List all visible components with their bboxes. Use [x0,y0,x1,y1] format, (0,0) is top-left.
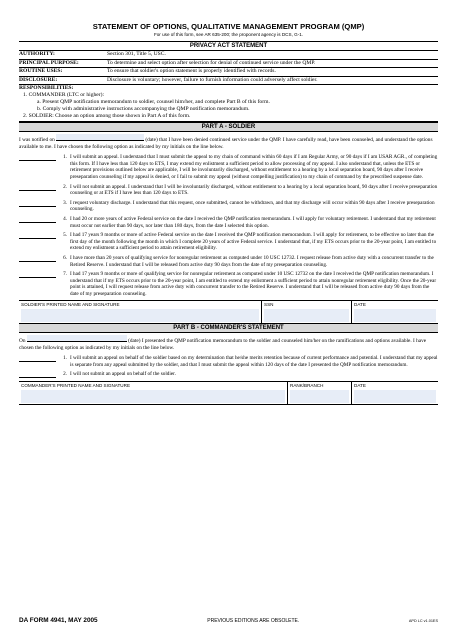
soldier-ssn-box[interactable] [261,301,351,323]
commander-date-label: DATE [354,383,366,389]
initials-field[interactable] [19,200,59,213]
part-a-option-6 [19,255,438,268]
privacy-value: Disclosure is voluntary; however, failure to furnish information could adversely affect soldier. [107,76,318,83]
initials-field[interactable] [19,154,59,180]
part-a-intro [19,134,438,151]
initials-field[interactable] [19,371,59,378]
soldier-name-field[interactable] [21,309,259,322]
previous-editions-note: PREVIOUS EDITIONS ARE OBSOLETE. [207,618,300,624]
option-number: 2. [63,183,67,190]
option-text: I have more than 20 years of qualifying service for nonregular retirement as computed under 10 USC 12732. I request release from active duty with a concurrent transfer to the Retired Reserve. I understand that I will be released from active duty 90 days from the date of my preseparation counseling. [70,254,434,268]
soldier-name-label: SOLDIER'S PRINTED NAME AND SIGNATURE [21,302,120,308]
part-b-option-2 [19,371,438,378]
soldier-date-box[interactable] [351,301,438,323]
privacy-label: DISCLOSURE: [19,76,58,83]
part-a-intro-start: I was notified on [19,137,55,144]
option-text: I will not submit an appeal. I understand that I will be involuntarily discharged, without entitlement to a hearing by a local separation board, 90 days after I receive preseparation counseling or at ETS if I have less than 120 days to ETS. [70,183,438,197]
rank-branch-field[interactable] [290,390,349,403]
part-a-option-1 [19,154,438,180]
form-id: DA FORM 4941, MAY 2005 [19,617,98,624]
rank-branch-box[interactable] [287,382,351,404]
soldier-date-field[interactable] [354,309,436,322]
notified-date-field[interactable] [56,134,144,141]
form-footer [19,617,438,624]
initials-field[interactable] [19,184,59,197]
part-b-option-1 [19,355,438,368]
part-a-option-4 [19,216,438,229]
option-text: I had 17 years 9 months or more of active Federal service on the date I received the QMP notification memorandum. I will apply for retirement, to be effective no later than the first day of the month following the month in which I complete 20 years of active Federal service. I understand that, if my ETS occurs prior to the 20-year point, I am entitled to extend my enlistment a sufficient period to attain retirement eligibility. [70,232,437,252]
rank-branch-label: RANK/BRANCH [290,383,324,389]
form-subtitle: For use of this form, see AR 635-200; the proponent agency is DCS, G-1. [153,32,304,37]
option-text: I will submit an appeal on behalf of the soldier based on my determination that he/she merits retention because of current performance and potential. I understand that my appeal is separate from any appeal submitted by the soldier, and that I must submit the appeal within 120 days of the date I presented the QMP notification memorandum. [70,355,438,368]
privacy-label: PRINCIPAL PURPOSE: [19,59,79,66]
option-number: 1. [63,154,67,161]
privacy-row-routine-uses [19,68,438,77]
option-number: 6. [63,254,67,261]
responsibility-soldier: 2. SOLDIER: Choose an option among those shown in Part A of this form. [23,113,191,120]
initials-field[interactable] [19,271,59,297]
option-number: 3. [63,199,67,206]
part-b-intro [19,335,438,352]
initials-field[interactable] [19,232,59,252]
privacy-value: Section 301, Title 5, USC. [107,51,166,57]
commander-name-label: COMMANDER'S PRINTED NAME AND SIGNATURE [21,383,131,389]
privacy-label: AUTHORITY: [19,51,55,57]
option-text: I had 20 or more years of active Federal service on the date I received the QMP notification memorandum. I will apply for voluntary retirement. I understand that my retirement must occur not earlier than 90 days, nor later than 180 days, from the date I selected this option. [70,215,436,229]
privacy-row-purpose [19,60,438,69]
ssn-field[interactable] [264,309,349,322]
responsibilities-heading: RESPONSIBILITIES: [19,85,74,92]
part-a-option-5 [19,232,438,252]
part-a-option-3 [19,200,438,213]
soldier-signature-row [19,300,438,323]
option-number: 5. [63,232,67,239]
commander-date-field[interactable] [354,390,436,403]
soldier-date-label: DATE [354,302,366,308]
qmp-form [19,22,438,405]
commander-signature-row [19,381,438,405]
part-a-option-7 [19,271,438,297]
part-b-intro-end: (date) I presented the QMP notification memorandum to the soldier and counseled him/her on the ramifications and options available. I have chosen the following option as indicated by my initials on the line below. [19,338,427,352]
part-b-heading: PART B - COMMANDER'S STATEMENT [19,323,438,333]
initials-field[interactable] [19,216,59,229]
commander-date-box[interactable] [351,382,438,404]
responsibilities-section [19,85,438,122]
part-b-intro-start: On [19,338,26,345]
option-text: I will submit an appeal. I understand that I must submit the appeal to my chain of command within 60 days if I am Regular Army, or 90 days if I am USAR AGR., of completing this form. If I have less than 120 days to ETS, I may extend my enlistment a sufficient period to allow processing of my appeal. I also understand that, unless the ETS or retirement provisions outlined below are applicable, I will be involuntarily discharged, without entitlement to a hearing by a local separation board, 90 days after I receive preseparation counseling if my appeal is denied, or I fail to submit my appeal (without compelling justification) to my chain of command by the prescribed suspense date. [70,154,438,180]
presented-date-field[interactable] [27,335,127,342]
part-a-heading: PART A - SOLDIER [19,122,438,132]
privacy-act-heading: PRIVACY ACT STATEMENT [19,41,438,51]
privacy-row-disclosure [19,77,438,86]
form-version: APD LC v1.01ES [408,619,438,623]
soldier-name-signature-box[interactable] [19,301,261,323]
privacy-value: To ensure that soldier's option statement is properly identified with records. [107,68,276,75]
option-number: 4. [63,215,67,222]
responsibility-commander: 1. COMMANDER (LTC or higher): [23,92,105,99]
option-text: I request voluntary discharge. I understand that this request, once submitted, cannot be withdrawn, and that my discharge will occur within 90 days after I receive preseparation counseling. [70,199,435,213]
option-text: I had 17 years 9 months or more of qualifying service for nonregular retirement as computed under 10 USC 12732 on the date I received the QMP notification memorandum. I understand that if my ETS occurs prior to the 20-year point, I am entitled to extend my enlistment a sufficient period to attain nonregular retirement eligibility. Once the 20-year point is attained, I will request release from active duty with concurrent transfer to the Retired Reserve. I understand that I will be released from active duty 90 days from the date of my preseparation counseling. [70,271,437,297]
responsibility-commander-b: b. Comply with administrative instructions accompanying the QMP notification memorandum. [37,106,250,113]
privacy-label: ROUTINE USES: [19,68,63,75]
part-a-option-2 [19,184,438,197]
part-a-intro-end: (date) that I have been denied continued service under the QMP. I have carefully read, have been counseled, and understand the options available to me. I have chosen the following option as indicated by my initials on the line below. [19,137,433,151]
responsibility-commander-a: a. Present QMP notification memorandum to soldier, counsel him/her, and complete Part B of this form. [37,99,270,106]
ssn-label: SSN [264,302,274,308]
form-title: STATEMENT OF OPTIONS, QUALITATIVE MANAGEMENT PROGRAM (QMP) [92,22,365,31]
option-text: I will not submit an appeal on behalf of the soldier. [70,371,176,378]
privacy-row-authority [19,51,438,60]
initials-field[interactable] [19,355,59,368]
initials-field[interactable] [19,255,59,268]
option-number: 1. [63,355,67,362]
option-number: 2. [63,371,67,378]
commander-name-signature-box[interactable] [19,382,287,404]
option-number: 7. [63,271,67,278]
commander-name-field[interactable] [21,390,285,403]
privacy-value: To determine and select option after selection for denial of continued service under the QMP. [107,59,316,66]
